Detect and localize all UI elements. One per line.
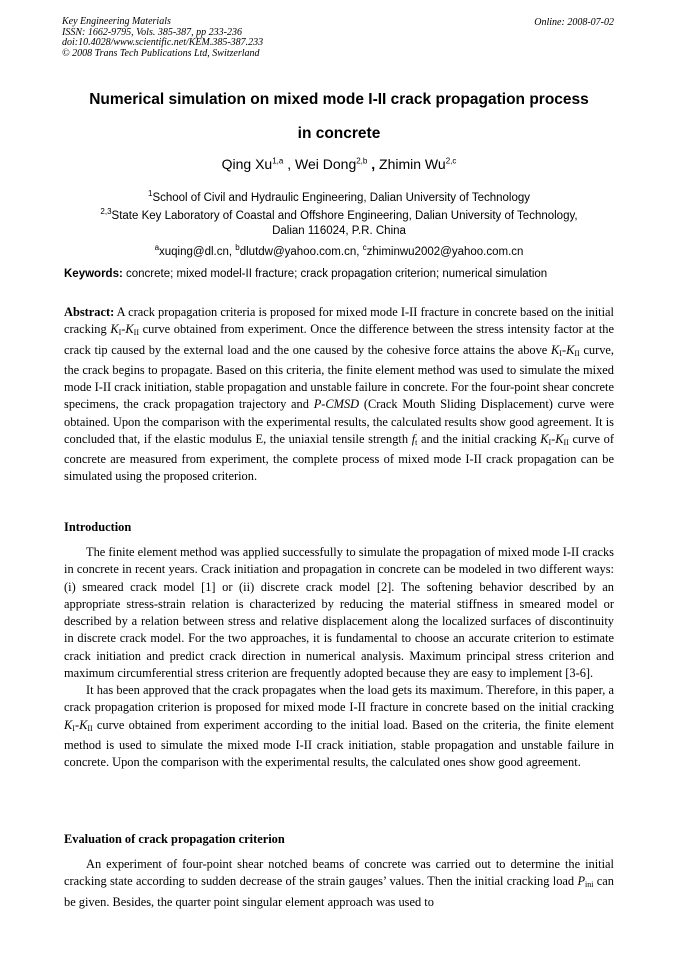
affiliation-1 (40, 189, 638, 204)
ki-kii-symbol (64, 718, 93, 732)
pcmsd-symbol: P-CMSD (313, 397, 360, 412)
k-symbol: K (555, 431, 564, 446)
author-list (40, 156, 638, 172)
issn-line: ISSN: 1662-9795, Vols. 385-387, pp 233-236 (62, 26, 242, 38)
ki-kii-symbol (540, 432, 569, 446)
paragraph-text: An experiment of four-point shear notched beams of concrete was carried out to determine the initial cracking state according to sudden decrease of the strain gauges’ values. Then the initial cracking load (64, 857, 614, 889)
email: dlutdw@yahoo.com.cn, (239, 245, 363, 258)
abstract-text: (Crack Mouth Sliding Displacement) curve were obtained. Upon the comparison with the experimental results, the calculated results show good agreement. It is concluded that, if the elastic modulus E, the uniaxial tensile strength (64, 397, 614, 446)
journal-header (62, 17, 263, 59)
affiliation-2 (40, 207, 638, 222)
author-sup: 2,c (445, 156, 457, 166)
subscript: II (574, 348, 580, 358)
paper-title-line2: in concrete (297, 125, 381, 142)
email: xuqing@dl.cn, (159, 245, 236, 258)
author-sup: 2,b (356, 156, 368, 166)
keywords (64, 268, 624, 280)
k-symbol: K (566, 342, 575, 357)
introduction-body (64, 544, 614, 771)
paragraph-text: It has been approved that the crack propagates when the load gets its maximum. Therefore, in this paper, a crack propagation criterion is proposed for mixed mode I-II fracture in concrete based on the initial cracking (64, 683, 614, 715)
k-symbol: K (79, 717, 88, 732)
subscript: II (563, 437, 569, 447)
email: zhiminwu2002@yahoo.com.cn (366, 245, 524, 258)
paragraph (64, 682, 614, 771)
dash: - (561, 342, 567, 357)
dash: - (121, 322, 126, 337)
affiliation-text: State Key Laboratory of Coastal and Offshore Engineering, Dalian University of Technology, (111, 209, 578, 222)
subscript: t (415, 437, 418, 447)
email-sup: b (235, 243, 240, 252)
paragraph (64, 856, 614, 911)
subscript: II (133, 328, 139, 338)
copyright-line: © 2008 Trans Tech Publications Ltd, Switzerland (62, 47, 260, 59)
affiliation-sup: 2,3 (100, 207, 112, 216)
author-emails (40, 243, 638, 258)
author-name: Wei Dong (295, 156, 357, 172)
online-date: Online: 2008-07-02 (534, 17, 614, 28)
pini-symbol: P (577, 874, 586, 889)
k-symbol: K (540, 431, 549, 446)
k-symbol: K (64, 717, 73, 732)
abstract-text: and the initial cracking (417, 431, 541, 446)
dash: - (551, 431, 556, 446)
author-sup: 1,a (272, 156, 284, 166)
section-heading-evaluation: Evaluation of crack propagation criterion (64, 832, 285, 846)
k-symbol: K (110, 322, 119, 337)
subscript: I (72, 723, 75, 733)
doi-line: doi:10.4028/www.scientific.net/KEM.385-387.233 (62, 37, 264, 48)
author-name: Qing Xu (221, 156, 273, 172)
abstract-text: A crack propagation criteria is proposed for mixed mode I-II fracture in concrete based on the initial cracking (64, 305, 614, 337)
dash: - (74, 717, 80, 732)
k-symbol: K (551, 342, 560, 357)
author-separator: , (367, 156, 380, 172)
journal-name: Key Engineering Materials (62, 16, 171, 27)
keywords-label: Keywords: (64, 268, 123, 280)
subscript: ini (585, 880, 594, 890)
abstract-text: curve, the crack begins to propagate. Based on this criteria, the finite element method was used to simulate the mixed mode I-II crack initiation, stable propagation and unstable failure in concrete. For the four-point shear concrete specimens, the crack propagation trajectory and (64, 342, 615, 412)
ki-kii-symbol (110, 322, 139, 336)
subscript: I (548, 437, 552, 447)
section-heading-introduction: Introduction (64, 520, 132, 534)
paragraph-text: curve obtained from experiment according to the initial load. Based on the criteria, the finite element method is used to simulate the mixed mode I-II crack initiation, stable propagation and unstable failure in concrete. Upon the comparison with the experimental results, the calculated ones show good agreement. (64, 717, 614, 769)
subscript: I (118, 328, 122, 338)
ft-symbol: f (411, 431, 416, 446)
affiliation-2-line2: Dalian 116024, P.R. China (272, 225, 406, 237)
abstract (64, 304, 614, 486)
paper-title-line1: Numerical simulation on mixed mode I-II crack propagation process (89, 91, 589, 108)
keywords-text: concrete; mixed model-II fracture; crack propagation criterion; numerical simulation (122, 268, 548, 280)
email-sup: a (154, 243, 160, 252)
subscript: II (87, 723, 93, 733)
ki-kii-symbol (551, 343, 580, 357)
paragraph: The finite element method was applied successfully to simulate the propagation of mixed mode I-II cracks in concrete in recent years. Crack initiation and propagation in concrete can be modeled in two different ways: (i) smeared crack model [1] or (ii) discrete crack model [2]. The softening behavior described by an appropriate stress-strain relation is characterized by reducing the material stiffness in smeared model or described by a relation between stress and relative displacement along the localized surfaces of discontinuity in discrete crack model. For the two approaches, it is fundamental to choose an accurate criterion to estimate crack initiation and predict crack direction in numerical analysis. Maximum principal stress criterion and maximum circumferential stress criterion are frequently adopted because they are easy to implement [3-6]. (64, 545, 614, 680)
affiliation-text: School of Civil and Hydraulic Engineering, Dalian University of Technology (152, 191, 531, 204)
email-sup: c (362, 243, 367, 252)
paragraph-text: can be given. Besides, the quarter point singular element approach was used to (64, 874, 614, 909)
abstract-label: Abstract: (64, 305, 115, 319)
author-name: Zhimin Wu (379, 156, 446, 172)
abstract-text: curve of concrete are measured from experiment, the complete process of mixed mode I-II crack propagation can be simulated using the proposed criterion. (64, 431, 614, 484)
author-separator: , (283, 156, 296, 172)
evaluation-body (64, 856, 614, 911)
subscript: I (559, 348, 562, 358)
affiliation-sup: 1 (147, 189, 153, 198)
abstract-text: curve obtained from experiment. Once the difference between the stress intensity factor at the crack tip caused by the external load and the one caused by the cohesive force attains the above (64, 322, 614, 357)
k-symbol: K (125, 322, 134, 337)
